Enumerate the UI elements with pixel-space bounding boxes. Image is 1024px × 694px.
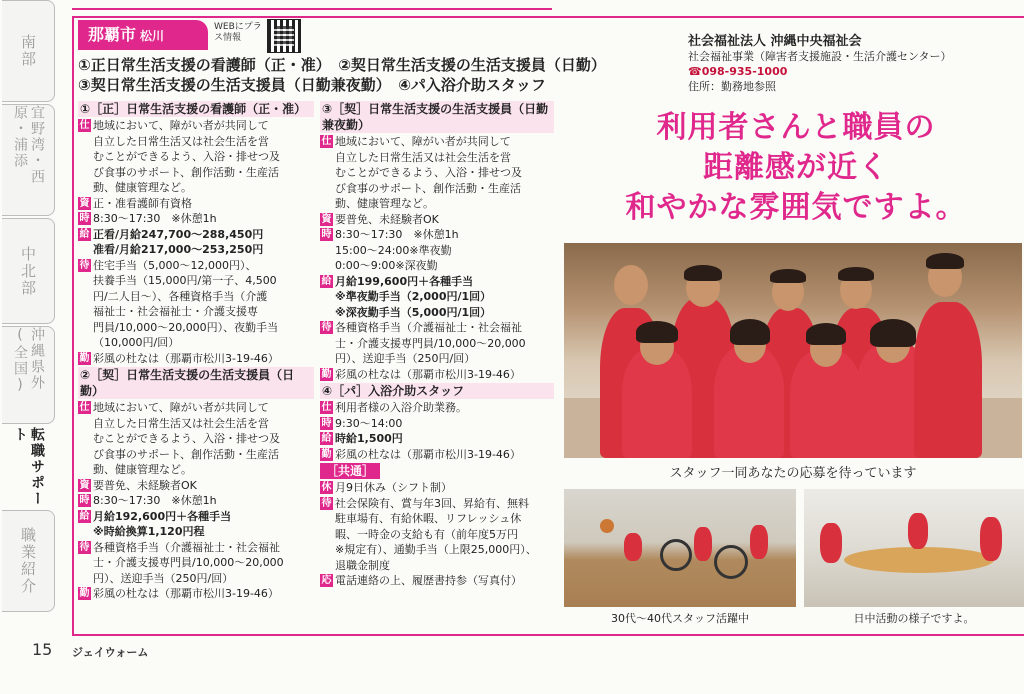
right-photo-caption: 日中活動の様子ですよ。	[853, 612, 975, 625]
field-label-icon: 待	[79, 259, 90, 271]
field-value: 電話連絡の上、履歴書持参（写真付）	[335, 574, 522, 587]
field-value: 彩風の杜なは（那覇市松川3-19-46）	[93, 587, 279, 600]
headline: 利用者さんと職員の 距離感が近く 和やかな雰囲気ですよ。	[625, 110, 967, 225]
job-section	[78, 101, 314, 366]
detail-row	[78, 227, 314, 258]
field-label-icon: 時	[79, 213, 90, 224]
detail-row	[320, 212, 554, 228]
company-business: 社会福祉事業（障害者支援施設・生活介護センター）	[688, 50, 952, 63]
field-value: 地域において、障がい者が共同して 自立した日常生活又は社会生活を営 むことができるよう、入浴・排せつ及 び食事のサポート、創作活動・生産活 動、健康管理など。	[93, 401, 280, 476]
field-label-icon: 応	[321, 575, 332, 586]
field-value: 8:30〜17:30 ※休憩1h 15:00〜24:00※準夜勤 0:00〜9:00※深夜勤	[335, 228, 459, 272]
side-index-tabs	[0, 0, 60, 640]
field-label-icon: 資	[79, 479, 90, 491]
qr-code-icon[interactable]	[268, 20, 300, 52]
field-value: 時給1,500円	[335, 432, 403, 445]
detail-row	[78, 258, 314, 351]
detail-row	[320, 367, 554, 383]
section-title: ②［契］日常生活支援の生活支援員（日勤）	[78, 367, 314, 399]
detail-row	[320, 320, 554, 367]
field-value: 月9日休み（シフト制）	[335, 481, 452, 494]
field-value: 正看/月給247,700〜288,450円 准看/月給217,000〜253,250円	[93, 227, 264, 256]
section-title: ③［契］日常生活支援の生活支援員（日勤兼夜勤）	[320, 101, 554, 133]
tab-nanbu[interactable]: 南部	[2, 0, 55, 102]
section-title: ①［正］日常生活支援の看護師（正・准）	[78, 101, 314, 117]
detail-row	[320, 274, 554, 321]
position-line: ①正日常生活支援の看護師（正・准） ②契日常生活支援の生活支援員（日勤）	[78, 56, 606, 74]
field-value: 9:30〜14:00	[335, 416, 403, 430]
field-label-icon: 仕	[79, 402, 90, 413]
section-title: ［共通］	[320, 463, 380, 479]
detail-row	[78, 478, 314, 494]
publisher-name: ジェイウォーム	[72, 646, 149, 659]
tab-shokugyo-shokai[interactable]: 職業紹介	[2, 510, 55, 612]
field-label-icon: 待	[321, 322, 332, 333]
detail-row	[78, 118, 314, 196]
detail-row	[320, 447, 554, 463]
detail-row	[320, 227, 554, 274]
area-badge: 那覇市 松川	[78, 20, 208, 50]
field-label-icon: 仕	[321, 402, 332, 413]
field-label-icon: 休	[321, 482, 332, 493]
field-label-icon: 給	[321, 275, 332, 287]
field-value: 要普免、未経験者OK	[93, 478, 197, 492]
field-value: 利用者様の入浴介助業務。	[335, 401, 467, 414]
detail-row	[320, 573, 554, 589]
field-label-icon: 勤	[79, 352, 90, 364]
detail-row	[78, 211, 314, 227]
detail-row	[78, 400, 314, 478]
field-label-icon: 給	[79, 228, 90, 240]
field-label-icon: 資	[79, 197, 90, 209]
company-name: 社会福祉法人 沖縄中央福祉会	[688, 34, 862, 49]
main-photo-caption: スタッフ一同あなたの応募を待っています	[669, 466, 917, 481]
tab-okinawa-kengai[interactable]: 沖縄県外(全国)	[2, 326, 55, 424]
ad-header	[78, 20, 558, 56]
detail-row	[78, 509, 314, 540]
field-label-icon: 仕	[79, 120, 90, 131]
field-label-icon: 勤	[79, 588, 90, 599]
position-list	[78, 55, 678, 95]
page-number: 15	[32, 640, 53, 659]
detail-row	[320, 480, 554, 496]
detail-row	[78, 540, 314, 587]
field-label-icon: 勤	[321, 368, 332, 380]
detail-row	[78, 586, 314, 602]
field-label-icon: 時	[321, 229, 332, 240]
detail-row	[320, 431, 554, 447]
field-value: 彩風の杜なは（那覇市松川3-19-46）	[93, 351, 279, 365]
company-info	[688, 34, 1018, 94]
company-address: 住所：勤務地参照	[688, 80, 776, 93]
section-title: ④［パ］入浴介助スタッフ	[320, 383, 554, 399]
tab-tenshoku-support[interactable]: 転職サポート	[2, 426, 55, 508]
web-plus-label: WEBにプラス情報	[214, 22, 262, 43]
field-label-icon: 給	[321, 433, 332, 444]
previous-ad-border	[72, 0, 552, 10]
field-value: 月給192,600円＋各種手当 ※時給換算1,120円程	[93, 509, 232, 538]
field-label-icon: 資	[321, 213, 332, 225]
field-value: 正・准看護師有資格	[93, 196, 192, 210]
field-label-icon: 勤	[321, 448, 332, 460]
field-value: 8:30〜17:30 ※休憩1h	[93, 212, 217, 225]
field-label-icon: 給	[79, 510, 90, 522]
position-line: ③契日常生活支援の生活支援員（日勤兼夜勤） ④パ入浴介助スタッフ	[78, 76, 546, 94]
field-value: 8:30〜17:30 ※休憩1h	[93, 494, 217, 507]
detail-row	[78, 196, 314, 212]
field-value: 各種資格手当（介護福祉士・社会福祉 士・介護支援専門員/10,000〜20,000 円）、送迎手当（250円/回）	[335, 321, 526, 365]
field-value: 月給199,600円＋各種手当 ※準夜勤手当（2,000円/1回） ※深夜勤手当（5,000円/1回）	[335, 274, 492, 319]
detail-row	[320, 134, 554, 212]
detail-row	[320, 496, 554, 574]
field-label-icon: 時	[321, 417, 332, 429]
field-value: 地域において、障がい者が共同して 自立した日常生活又は社会生活を営 むことができるよう、入浴・排せつ及 び食事のサポート、創作活動・生産活 動、健康管理など。	[335, 135, 522, 210]
field-label-icon: 時	[79, 495, 90, 506]
tab-ginowan-nishihara-urasoe[interactable]: 宜野湾・西原・浦添	[2, 104, 55, 216]
field-value: 社会保険有、賞与年3回、昇給有、無料 駐車場有、有給休暇、リフレッシュ休 暇、一時金の支給も有（前年度5万円 ※規定有）、通勤手当（上限25,000円）、 退職金制度	[335, 496, 537, 572]
field-value: 彩風の杜なは（那覇市松川3-19-46）	[335, 367, 521, 381]
staff-group-photo	[564, 243, 1022, 458]
field-label-icon: 待	[79, 541, 90, 553]
tab-chuhokubu[interactable]: 中北部	[2, 218, 55, 324]
left-photo-caption: 30代〜40代スタッフ活躍中	[611, 612, 749, 625]
detail-row	[320, 416, 554, 432]
staff-activity-photo	[564, 489, 796, 607]
job-section	[320, 383, 554, 462]
detail-row	[78, 493, 314, 509]
job-column-middle	[320, 100, 554, 589]
field-value: 彩風の杜なは（那覇市松川3-19-46）	[335, 447, 521, 461]
detail-row	[320, 400, 554, 416]
field-label-icon: 待	[321, 497, 332, 509]
field-label-icon: 仕	[321, 136, 332, 147]
common-section	[320, 462, 554, 589]
field-value: 各種資格手当（介護福祉士・社会福祉 士・介護支援専門員/10,000〜20,000 円）、送迎手当（250円/回）	[93, 540, 284, 585]
job-column-left	[78, 100, 314, 602]
job-section	[320, 101, 554, 382]
field-value: 住宅手当（5,000〜12,000円）、 扶養手当（15,000円/第一子、4,500 円/二人目〜）、各種資格手当（介護 福祉士・社会福祉士・介護支援専 門員/10,000〜20,000円）、夜勤手当 （10,000円/回）	[93, 258, 279, 349]
daytime-activity-photo	[804, 489, 1024, 607]
company-phone[interactable]: ☎098-935-1000	[688, 65, 788, 78]
field-value: 地域において、障がい者が共同して 自立した日常生活又は社会生活を営 むことができるよう、入浴・排せつ及 び食事のサポート、創作活動・生産活 動、健康管理など。	[93, 119, 280, 194]
job-section	[78, 367, 314, 602]
field-value: 要普免、未経験者OK	[335, 212, 439, 226]
detail-row	[78, 351, 314, 367]
